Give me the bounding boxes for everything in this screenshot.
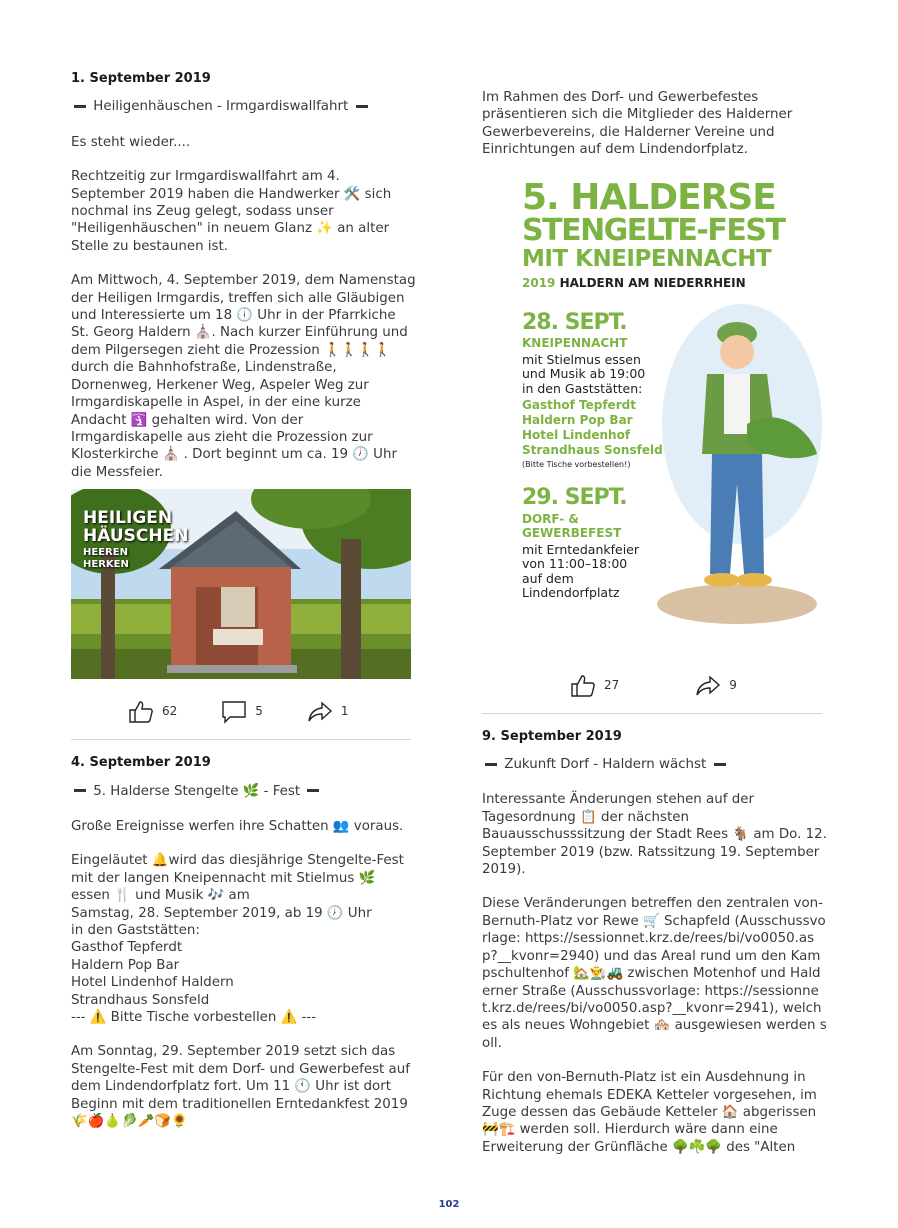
share-button[interactable]	[695, 674, 737, 698]
poster-venue: Strandhaus Sonsfeld	[522, 442, 663, 457]
post-paragraph: Diese Veränderungen betreffen den zentralen von-Bernuth-Platz vor Rewe 🛒 Schapfeld (Ausschussvorlage: https://sessionnet.krz.de/rees/bi/vo0050.asp?__kvonr=2940) und das Areal rund um den Kampschultenhof 🏡👨‍🌾🚜 zwischen Motenhof und Halderner Straße (Ausschussvorlage: https://sessionnet.krz.de/rees/bi/vo0050.asp?__kvonr=2941), welches als neues Wohngebiet 🏘️ ausgewiesen werden soll.	[482, 896, 827, 1051]
dash-icon	[74, 789, 86, 792]
poster-line: MIT KNEIPENNACHT	[522, 245, 772, 272]
poster-note: (Bitte Tische vorbestellen!)	[522, 459, 631, 469]
share-icon	[695, 674, 721, 698]
photo-title-line: HÄUSCHEN	[83, 526, 189, 547]
farmer-illustration	[652, 304, 822, 634]
post-line: Eingeläutet 🔔wird das diesjährige Stengelte-Fest mit der langen Kneipennacht mit Stielmus 🌿 essen 🍴 und Musik 🎶 am	[71, 853, 404, 904]
poster-detail-line: mit Erntedankfeier	[522, 541, 640, 557]
share-count: 9	[729, 677, 737, 692]
photo-subtitle-line: HERKEN	[83, 559, 129, 571]
thumbs-up-icon	[570, 674, 596, 698]
right-column	[482, 89, 827, 1173]
poster-place: HALDERN AM NIEDERRHEIN	[559, 275, 746, 290]
post-paragraph: Es steht wieder....	[71, 134, 191, 150]
like-button[interactable]	[570, 674, 619, 698]
poster-detail-line: von 11:00–18:00	[522, 556, 628, 572]
poster-event-title	[522, 512, 621, 540]
post-paragraph: Große Ereignisse werfen ihre Schatten 👥 voraus.	[71, 818, 404, 834]
thumbs-up-icon	[128, 700, 154, 724]
photo-subtitle	[83, 547, 129, 571]
dash-icon	[356, 105, 368, 108]
post-paragraph: Rechtzeitig zur Irmgardiswallfahrt am 4. September 2019 haben die Handwerker 🛠️ sich nochmal ins Zeug gelegt, sodass unser "Heiligenhäuschen" in neuem Glanz ✨ an alter Stelle zu bestaunen ist.	[71, 169, 392, 254]
divider	[482, 713, 822, 714]
post-line: Strandhaus Sonsfeld	[71, 992, 210, 1008]
poster-detail-line: und Musik ab 19:00	[522, 366, 646, 382]
poster-event-title-line: GEWERBEFEST	[522, 525, 622, 540]
poster-subline	[522, 275, 746, 292]
share-count: 1	[340, 704, 349, 719]
divider	[71, 739, 411, 740]
chapel-photo[interactable]	[71, 489, 411, 679]
poster-detail-line: in den Gaststätten:	[522, 380, 643, 396]
like-count: 27	[604, 677, 620, 692]
poster-event-title: KNEIPENNACHT	[522, 335, 628, 350]
poster-year: 2019	[522, 275, 556, 290]
post-actions	[482, 671, 827, 701]
post-subtitle	[71, 98, 416, 115]
post-paragraph: Für den von-Bernuth-Platz ist ein Ausdehnung in Richtung ehemals EDEKA Ketteler vorgesehen, im Zuge dessen das Gebäude Ketteler 🏠 abgerissen 🚧🏗️ werden soll. Hierdurch wäre dann eine Erweiterung der Grünfläche 🌳☘️🌳 des "Alten	[482, 1070, 817, 1155]
poster-event-title-line: DORF- &	[522, 511, 579, 526]
comment-count: 5	[255, 704, 263, 719]
post-paragraph: Am Sonntag, 29. September 2019 setzt sich das Stengelte-Fest mit dem Dorf- und Gewerbefest auf dem Lindendorfplatz fort. Um 11 🕚 Uhr ist dort Beginn mit dem traditionellen Erntedankfest 2019 🌾🍎🍐🥬🥕🍞🌻	[71, 1044, 410, 1130]
post-subtitle	[71, 783, 416, 800]
like-button[interactable]	[128, 700, 177, 724]
dash-icon	[74, 105, 86, 108]
share-icon	[307, 700, 333, 724]
poster-venue: Gasthof Tepferdt	[522, 397, 636, 412]
post-paragraph	[71, 852, 416, 1026]
poster-detail-line: mit Stielmus essen	[522, 351, 641, 367]
post-subtitle-text: Zukunft Dorf - Haldern wächst	[504, 757, 707, 773]
post-paragraph: Am Mittwoch, 4. September 2019, dem Namenstag der Heiligen Irmgardis, treffen sich alle Gläubigen und Interessierte um 18 🕕 Uhr in der Pfarrkiche St. Georg Haldern ⛪. Nach kurzer Einführung und dem Pilgersegen zieht die Prozession 🚶🚶🚶🚶 durch die Bahnhofstraße, Lindenstraße, Dornenweg, Herkener Weg, Aspeler Weg zur Irmgardiskapelle in Aspel, in der eine kurze Andacht 🛐 gehalten wird. Von der Irmgardiskapelle aus zieht die Prozession zur Klosterkirche ⛪ . Dort beginnt um ca. 19 🕖 Uhr die Messfeier.	[71, 273, 416, 480]
poster-detail-line: Lindendorfplatz	[522, 585, 620, 601]
post-subtitle	[482, 756, 827, 773]
comment-button[interactable]	[221, 700, 263, 724]
post-paragraph: Interessante Änderungen stehen auf der Tagesordnung 📋 der nächsten Bauausschusssitzung der Stadt Rees 🐐 am Do. 12. September 2019 (bzw. Ratssitzung 19. September 2019).	[482, 792, 827, 878]
dash-icon	[307, 789, 319, 792]
post-line: Samstag, 28. September 2019, ab 19 🕖 Uhr	[71, 905, 372, 921]
left-column	[71, 70, 416, 1147]
share-button[interactable]	[307, 700, 349, 724]
poster-date: 28. SEPT.	[522, 309, 627, 335]
photo-subtitle-line: HEEREN	[83, 547, 128, 559]
post-paragraph: Im Rahmen des Dorf- und Gewerbefestes präsentieren sich die Mitglieder des Halderner Gewerbevereins, die Halderner Vereine und Einrichtungen auf dem Lindendorfplatz.	[482, 90, 793, 158]
dash-icon	[485, 763, 497, 766]
poster-details	[522, 543, 639, 601]
festival-poster[interactable]	[522, 179, 822, 639]
poster-venues	[522, 398, 663, 458]
post-line: in den Gaststätten:	[71, 922, 200, 938]
poster-detail-line: auf dem	[522, 570, 574, 586]
post-line: Gasthof Tepferdt	[71, 940, 183, 956]
post-date: 9. September 2019	[482, 728, 622, 744]
photo-title-line: HEILIGEN	[83, 508, 173, 529]
post-date: 4. September 2019	[71, 755, 211, 771]
dash-icon	[714, 763, 726, 766]
post-date: 1. September 2019	[71, 71, 211, 86]
poster-date: 29. SEPT.	[522, 484, 627, 510]
photo-title	[83, 509, 188, 545]
post-line: Hotel Lindenhof Haldern	[71, 975, 234, 991]
post-actions	[71, 697, 416, 727]
poster-venue: Haldern Pop Bar	[522, 412, 633, 427]
poster-details	[522, 353, 645, 397]
page-number: 102	[438, 1199, 460, 1210]
post-subtitle-text: Heiligenhäuschen - Irmgardiswallfahrt	[93, 99, 349, 115]
post-line: Haldern Pop Bar	[71, 957, 180, 973]
post-line: --- ⚠️ Bitte Tische vorbestellen ⚠️ ---	[71, 1010, 317, 1025]
like-count: 62	[162, 704, 178, 719]
post-subtitle-text: 5. Halderse Stengelte 🌿 - Fest	[93, 783, 301, 799]
comment-icon	[221, 700, 247, 724]
poster-line: 5. HALDERSE	[522, 178, 776, 218]
poster-line: STENGELTE-FEST	[522, 212, 785, 248]
poster-venue: Hotel Lindenhof	[522, 427, 631, 442]
